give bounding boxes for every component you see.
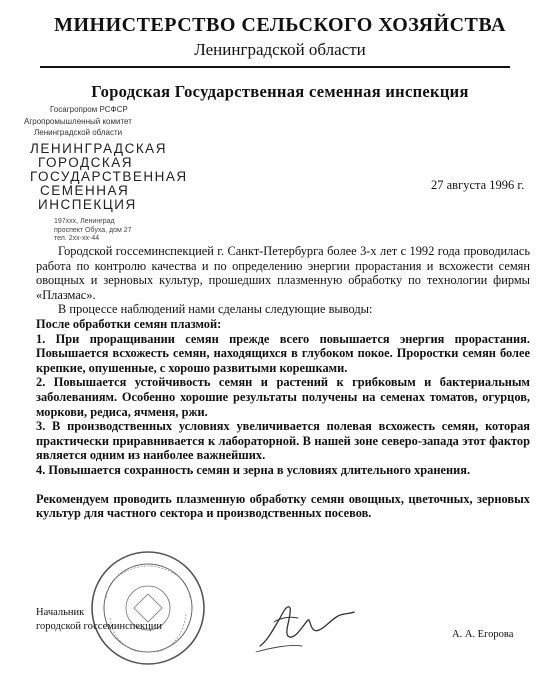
stamp-line-2: Агропромышленный комитет <box>24 117 132 126</box>
inspection-title: Городская Государственная семенная инспекция <box>91 82 469 101</box>
position-line-1: Начальник <box>36 607 85 618</box>
region-subtitle: Ленинградской области <box>194 40 366 59</box>
recommendation-paragraph: Рекомендуем проводить плазменную обработку семян овощных, цветочных, зерновых культур для частного сектора и производственных посевов. <box>36 491 530 521</box>
letter-body <box>36 244 530 521</box>
conclusion-item: 1. При проращивании семян прежде всего повышается энергия прорастания. Повышается всхожесть семян, находящихся в глубоком покое. Проростки семян более крепкие, опушенные, с хорошо развитыми корешками. <box>36 331 530 375</box>
stamp-big-line: ЛЕНИНГРАДСКАЯ <box>30 141 167 156</box>
spacer <box>36 478 530 492</box>
stamp-line-1: Госагропром РСФСР <box>50 105 128 114</box>
stamp-big-line: ГОРОДСКАЯ <box>38 155 133 170</box>
stamp-big-line: ИНСПЕКЦИЯ <box>38 197 137 212</box>
stamp-address-line: 197xxx, Ленинград <box>54 218 115 225</box>
signatory-position <box>36 606 162 634</box>
conclusion-item: 4. Повышается сохранность семян и зерна в условиях длительного хранения. <box>36 462 471 477</box>
letter-date: 27 августа 1996 г. <box>431 178 525 192</box>
handwritten-signature <box>250 588 360 658</box>
header-rule <box>40 66 510 68</box>
corner-stamp <box>24 104 188 244</box>
after-treatment-heading: После обработки семян плазмой: <box>36 316 222 331</box>
intro-paragraph: Городской госсеминспекцией г. Санкт-Петербурга более 3-х лет с 1992 года проводилась работа по контролю качества и по определению энергии прорастания и всхожести семян овощных и зерновых культур, прошедших плазменную обработку по технологии фирмы «Плазмас». <box>36 244 530 302</box>
ministry-title: МИНИСТЕРСТВО СЕЛЬСКОГО ХОЗЯЙСТВА <box>54 14 506 36</box>
conclusion-item: 2. Повышается устойчивость семян и растений к грибковым и бактериальным заболеваниям. Особенно хорошие результаты получены на семенах томатов, огурцов, моркови, редиса, ячменя, ржи. <box>36 375 530 419</box>
conclusions-intro: В процессе наблюдений нами сделаны следующие выводы: <box>58 302 373 317</box>
stamp-address-line: проспект Обуха, дом 27 <box>54 226 132 234</box>
signatory-name: А. А. Егорова <box>452 629 514 640</box>
position-line-2: городской госсеминспекции <box>36 621 163 632</box>
stamp-address-line: тел. 2xx-xx-44 <box>54 235 100 242</box>
stamp-big-line: СЕМЕННАЯ <box>40 183 130 198</box>
stamp-big-line: ГОСУДАРСТВЕННАЯ <box>30 169 188 184</box>
stamp-line-3: Ленинградской области <box>34 128 123 137</box>
conclusion-item: 3. В производственных условиях увеличивается полевая всхожесть семян, которая практически приравнивается к лабораторной. В нашей зоне северо-запада этот фактор является одним из наиболее важнейших. <box>36 419 530 463</box>
